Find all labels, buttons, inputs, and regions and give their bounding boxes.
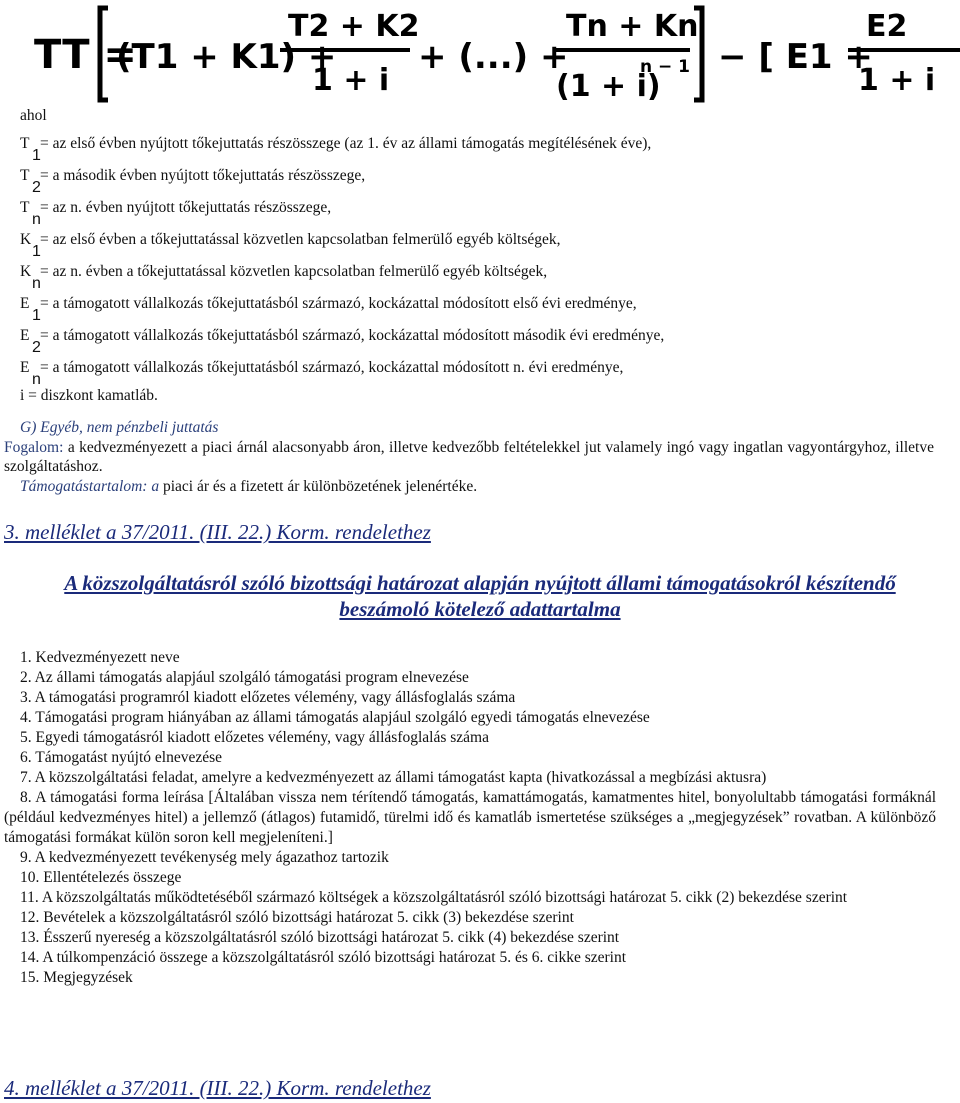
definition-item [20,320,665,356]
definition-text: = a támogatott vállalkozás tőkejuttatásból származó, kockázattal módosított n. évi eredménye, [40,359,624,376]
definition-item [20,288,664,324]
formula-term-t1k1: (T1 + K1) + [116,37,337,77]
formula-num-t2k2: T2 + K2 [288,9,420,44]
annex-3-item-list [4,648,936,988]
formula-image [0,0,960,110]
list-item: 1. Kedvezményezett neve [20,649,180,666]
list-item: 11. A közszolgáltatás működtetéséből származó költségek a közszolgáltatásról szóló bizottsági határozat 5. cikk (2) bekezdése szerint [20,889,848,906]
definition-subscript: 2 [32,179,41,196]
list-item: 8. A támogatási forma leírása [Általában vissza nem térítendő támogatás, kamattámogatás, kamatmentes hitel, bonyolultabb támogatási formáknál (például kedvezményes hitel) a jellemző (átlagos) futamidő, türelmi idő és kamatláb ismertetése szükséges a „megjegyzések” rovatban. A különböző támogatási formákat külön soron kell megjeleníteni.] [4,789,936,846]
definition-text: = a támogatott vállalkozás tőkejuttatásból származó, kockázattal módosított első évi eredménye, [40,295,637,312]
definition-list [20,128,665,388]
annex-3-title: A közszolgáltatásról szóló bizottsági határozat alapján nyújtott állami támogatásokról készítendő beszámoló kötelező adattartalma [64,571,896,621]
list-item: 2. Az állami támogatás alapjául szolgáló támogatási program elnevezése [20,669,469,686]
formula-den-1: 1 + i [312,63,390,98]
list-item: 15. Megjegyzések [20,969,133,986]
list-item: 7. A közszolgáltatási feladat, amelyre a kedvezményezett az állami támogatást kapta (hivatkozással a megbízási aktusra) [20,769,767,786]
definition-item [20,160,664,196]
section-g-concept [4,438,934,476]
concept-label: Fogalom: [4,439,64,456]
definition-symbol: E [20,327,30,344]
list-item: 13. Ésszerű nyereség a közszolgáltatásról szóló bizottsági határozat 5. cikk (4) bekezdése szerint [20,929,620,946]
definition-symbol: T [20,135,30,152]
definition-symbol: E [20,295,30,312]
list-item: 9. A kedvezményezett tevékenység mely ágazathoz tartozik [20,849,389,866]
definition-subscript: 1 [32,307,41,324]
definition-subscript: 1 [32,243,41,260]
list-item: 4. Támogatási program hiányában az állami támogatás alapjául szolgáló egyedi támogatás elnevezése [20,709,650,726]
list-item: 10. Ellentételezés összege [20,869,182,886]
support-text: piaci ár és a fizetett ár különbözetének jelenértéke. [159,478,478,495]
list-item: 6. Támogatást nyújtó elnevezése [20,749,223,766]
definition-item [20,352,664,388]
definitions-intro: ahol [20,107,47,124]
definition-text: = a második évben nyújtott tőkejuttatás részösszege, [40,167,366,184]
support-label: Támogatástartalom: a [20,478,160,495]
definition-text: = az első évben nyújtott tőkejuttatás részösszege (az 1. év az állami támogatás megítélésének éve), [40,135,652,152]
formula-exponent: n − 1 [640,57,691,77]
definition-symbol: K [20,231,32,248]
definition-item [20,128,664,164]
formula-num-tnkn: Tn + Kn [566,9,699,44]
section-g-support [20,477,950,496]
formula-num-e2: E2 [866,9,908,44]
definition-item [20,256,664,292]
definition-subscript: n [32,275,41,292]
definition-symbol: T [20,167,30,184]
formula-e1: − [ E1 + [718,37,873,77]
definition-subscript: 2 [32,339,41,356]
list-item: 12. Bevételek a közszolgáltatásról szóló bizottsági határozat 5. cikk (3) bekezdése szerint [20,909,574,926]
definition-text: = az első évben a tőkejuttatással közvetlen kapcsolatban felmerülő egyéb költségek, [40,231,561,248]
definition-text: = a támogatott vállalkozás tőkejuttatásból származó, kockázattal módosított második évi eredménye, [40,327,665,344]
list-item: 14. A túlkompenzáció összege a közszolgáltatásról szóló bizottsági határozat 5. és 6. cikke szerint [20,949,627,966]
definition-subscript: n [32,211,41,228]
definition-item [20,224,664,260]
definition-subscript: n [32,371,41,388]
definition-last: i = diszkont kamatláb. [20,387,158,404]
definition-subscript: 1 [32,147,41,164]
definition-symbol: E [20,359,30,376]
formula-lhs: TT = [34,32,137,78]
definition-text: = az n. évben a tőkejuttatással közvetlen kapcsolatban felmerülő egyéb költségek, [40,263,548,280]
definition-symbol: K [20,263,32,280]
section-g-title: G) Egyéb, nem pénzbeli juttatás [20,419,219,436]
annex-4-heading: 4. melléklet a 37/2011. (III. 22.) Korm. rendelethez [4,1076,431,1100]
formula-den-2: 1 + i [858,63,936,98]
definition-item [20,192,664,228]
list-item: 3. A támogatási programról kiadott előzetes vélemény, vagy állásfoglalás száma [20,689,516,706]
concept-text: a kedvezményezett a piaci árnál alacsonyabb áron, illetve kedvezőbb feltételekkel jut valamely ingó vagy ingatlan vagyontárgyhoz, illetve szolgáltatáshoz. [4,439,934,475]
annex-3-heading: 3. melléklet a 37/2011. (III. 22.) Korm. rendelethez [4,520,431,544]
definition-text: = az n. évben nyújtott tőkejuttatás részösszege, [40,199,332,216]
definition-symbol: T [20,199,30,216]
formula-den-n: (1 + i) [556,69,661,104]
formula-definitions [20,104,664,408]
list-item: 5. Egyedi támogatásról kiadott előzetes vélemény, vagy állásfoglalás száma [20,729,489,746]
formula-dots: + (...) + [418,37,569,77]
